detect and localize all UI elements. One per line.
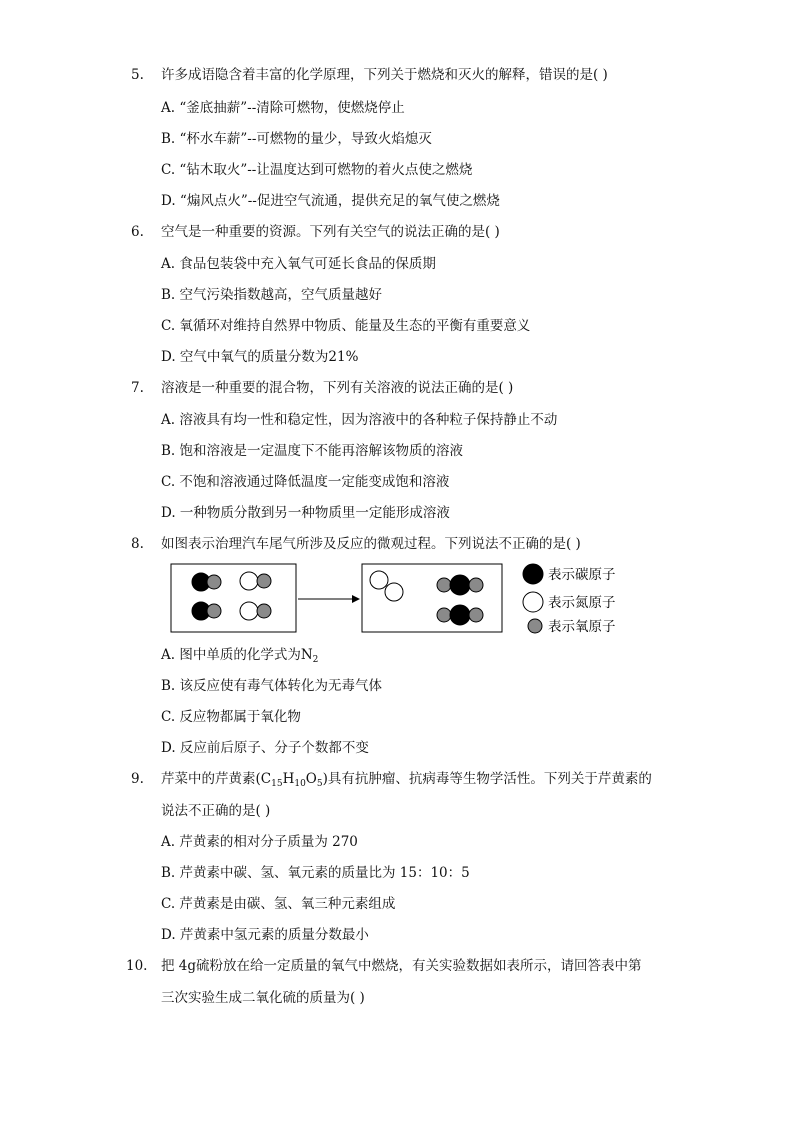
question-number: 5. xyxy=(131,67,144,83)
co-molecule xyxy=(192,573,221,591)
option-9b[interactable]: B. 芹黄素中碳、氢、氧元素的质量比为 15：10：5 xyxy=(161,865,470,881)
legend-oxygen-label: 表示氧原子 xyxy=(548,619,616,635)
legend-carbon-label: 表示碳原子 xyxy=(548,567,616,583)
oxygen-atom xyxy=(437,608,451,622)
option-6b[interactable]: B. 空气污染指数越高，空气质量越好 xyxy=(161,287,383,303)
co-molecule xyxy=(192,602,221,620)
question-9-stem-continued: 说法不正确的是( ) xyxy=(161,803,271,819)
question-7 xyxy=(131,378,513,398)
no-molecule xyxy=(240,572,271,590)
nitrogen-atom xyxy=(240,572,258,590)
question-number: 9. xyxy=(131,771,144,787)
legend-nitrogen-icon xyxy=(523,592,543,612)
oxygen-atom xyxy=(437,578,451,592)
option-8a-text: A. 图中单质的化学式为N xyxy=(161,647,313,663)
nitrogen-atom xyxy=(370,571,388,589)
option-7a[interactable]: A. 溶液具有均一性和稳定性，因为溶液中的各种粒子保持静止不动 xyxy=(161,412,558,428)
option-7b[interactable]: B. 饱和溶液是一定温度下不能再溶解该物质的溶液 xyxy=(161,443,464,459)
option-8d[interactable]: D. 反应前后原子、分子个数都不变 xyxy=(161,740,369,756)
option-5a[interactable]: A. “釜底抽薪”--清除可燃物，使燃烧停止 xyxy=(161,100,405,116)
option-7d[interactable]: D. 一种物质分散到另一种物质里一定能形成溶液 xyxy=(161,505,450,521)
option-8c[interactable]: C. 反应物都属于氧化物 xyxy=(161,709,301,725)
question-6 xyxy=(131,222,500,242)
nitrogen-atom xyxy=(385,583,403,601)
question-number: 7. xyxy=(131,380,144,396)
nitrogen-atom xyxy=(240,602,258,620)
option-5d[interactable]: D. “煽风点火”--促进空气流通，提供充足的氧气使之燃烧 xyxy=(161,193,500,209)
question-stem: 芹菜中的芹黄素$(C_{15}H_{10}O_5)$具有抗肿瘤、抗病毒等生物学活性。下列关于芹黄素的 xyxy=(161,771,652,789)
oxygen-atom xyxy=(469,578,483,592)
carbon-atom xyxy=(450,605,470,625)
legend-nitrogen-label: 表示氮原子 xyxy=(548,595,616,611)
question-8 xyxy=(131,534,581,554)
option-9a[interactable]: A. 芹黄素的相对分子质量为 270 xyxy=(161,834,358,850)
co2-molecule xyxy=(437,575,483,595)
option-8a[interactable] xyxy=(161,645,318,665)
question-number: 8. xyxy=(131,536,144,552)
question-stem: 溶液是一种重要的混合物，下列有关溶液的说法正确的是( ) xyxy=(161,380,514,396)
legend-oxygen-icon xyxy=(528,619,542,633)
option-6d[interactable]: D. 空气中氧气的质量分数为21% xyxy=(161,349,359,365)
reaction-diagram xyxy=(170,560,640,640)
oxygen-atom xyxy=(207,575,221,589)
oxygen-atom xyxy=(469,608,483,622)
question-stem: 如图表示治理汽车尾气所涉及反应的微观过程。下列说法不正确的是( ) xyxy=(161,536,581,552)
option-7c[interactable]: C. 不饱和溶液通过降低温度一定能变成饱和溶液 xyxy=(161,474,450,490)
question-10 xyxy=(126,956,642,976)
option-8a-subscript: 2 xyxy=(312,655,319,665)
reactant-box xyxy=(171,564,296,632)
arrow-head xyxy=(352,595,360,603)
co2-molecule xyxy=(437,605,483,625)
carbon-atom xyxy=(450,575,470,595)
option-8b[interactable]: B. 该反应使有毒气体转化为无毒气体 xyxy=(161,678,383,694)
option-5c[interactable]: C. “钻木取火”--让温度达到可燃物的着火点使之燃烧 xyxy=(161,162,473,178)
question-number: 10. xyxy=(126,958,148,974)
option-5b[interactable]: B. “杯水车薪”--可燃物的量少，导致火焰熄灭 xyxy=(161,131,432,147)
question-9 xyxy=(131,769,652,789)
oxygen-atom xyxy=(257,604,271,618)
legend xyxy=(523,564,616,635)
option-6c[interactable]: C. 氧循环对维持自然界中物质、能量及生态的平衡有重要意义 xyxy=(161,318,531,334)
question-10-stem-continued: 三次实验生成二氧化硫的质量为( ) xyxy=(161,990,365,1006)
question-stem: 许多成语隐含着丰富的化学原理，下列关于燃烧和灭火的解释，错误的是( ) xyxy=(161,67,608,83)
oxygen-atom xyxy=(207,604,221,618)
option-6a[interactable]: A. 食品包装袋中充入氧气可延长食品的保质期 xyxy=(161,256,436,272)
question-stem: 空气是一种重要的资源。下列有关空气的说法正确的是( ) xyxy=(161,224,500,240)
question-stem: 把 4g硫粉放在给一定质量的氧气中燃烧，有关实验数据如表所示，请回答表中第 xyxy=(161,958,642,974)
question-5 xyxy=(131,65,608,85)
option-9c[interactable]: C. 芹黄素是由碳、氢、氧三种元素组成 xyxy=(161,896,396,912)
no-molecule xyxy=(240,602,271,620)
oxygen-atom xyxy=(257,574,271,588)
legend-carbon-icon xyxy=(523,564,543,584)
question-number: 6. xyxy=(131,224,144,240)
option-9d[interactable]: D. 芹黄素中氢元素的质量分数最小 xyxy=(161,927,369,943)
